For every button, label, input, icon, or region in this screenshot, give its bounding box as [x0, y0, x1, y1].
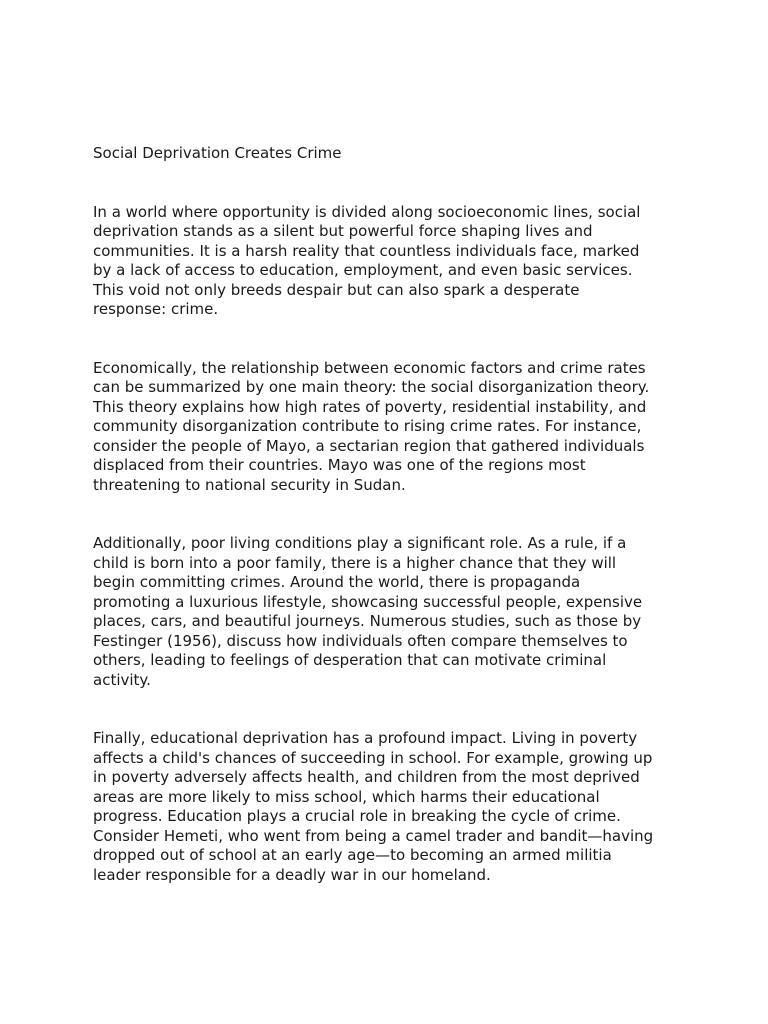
- text-line: consider the people of Mayo, a sectarian region that gathered individuals: [93, 436, 645, 455]
- text-line: This theory explains how high rates of poverty, residential instability, and: [93, 397, 647, 416]
- text-line: Festinger (1956), discuss how individuals often compare themselves to: [93, 631, 628, 650]
- text-line: communities. It is a harsh reality that countless individuals face, marked: [93, 241, 640, 260]
- document-page: [93, 144, 693, 924]
- text-line: Economically, the relationship between economic factors and crime rates: [93, 358, 646, 377]
- text-line: dropped out of school at an early age—to becoming an armed militia: [93, 846, 612, 864]
- text-line: child is born into a poor family, there is a higher chance that they will: [93, 553, 617, 572]
- text-line: Additionally, poor living conditions play a significant role. As a rule, if a: [93, 534, 627, 552]
- text-line: Consider Hemeti, who went from being a camel trader and bandit—having: [93, 826, 654, 845]
- paragraph-economic: [93, 359, 693, 496]
- paragraph-living-conditions: [93, 534, 693, 690]
- text-line: response: crime.: [93, 300, 219, 318]
- paragraph-education: [93, 729, 693, 885]
- text-line: This void not only breeds despair but can also spark a desperate: [93, 280, 580, 299]
- text-line: In a world where opportunity is divided along socioeconomic lines, social: [93, 202, 641, 221]
- text-line: deprivation stands as a silent but powerful force shaping lives and: [93, 222, 593, 240]
- text-line: others, leading to feelings of desperation that can motivate criminal: [93, 651, 607, 669]
- text-line: activity.: [93, 670, 151, 689]
- text-line: displaced from their countries. Mayo was one of the regions most: [93, 456, 586, 474]
- text-line: begin committing crimes. Around the world, there is propaganda: [93, 573, 581, 591]
- text-line: by a lack of access to education, employment, and even basic services.: [93, 261, 633, 279]
- text-line: in poverty adversely affects health, and children from the most deprived: [93, 768, 640, 786]
- text-line: progress. Education plays a crucial role in breaking the cycle of crime.: [93, 807, 621, 825]
- text-line: promoting a luxurious lifestyle, showcasing successful people, expensive: [93, 592, 643, 611]
- text-line: areas are more likely to miss school, which harms their educational: [93, 787, 600, 806]
- text-line: leader responsible for a deadly war in our homeland.: [93, 865, 491, 884]
- paragraph-intro: [93, 203, 693, 320]
- text-line: threatening to national security in Sudan.: [93, 475, 406, 494]
- text-line: Finally, educational deprivation has a profound impact. Living in poverty: [93, 729, 638, 747]
- text-line: can be summarized by one main theory: the social disorganization theory.: [93, 378, 650, 396]
- text-line: community disorganization contribute to rising crime rates. For instance,: [93, 417, 642, 435]
- text-line: affects a child's chances of succeeding in school. For example, growing up: [93, 748, 653, 767]
- document-title: Social Deprivation Creates Crime: [93, 144, 342, 162]
- text-line: places, cars, and beautiful journeys. Numerous studies, such as those by: [93, 612, 642, 630]
